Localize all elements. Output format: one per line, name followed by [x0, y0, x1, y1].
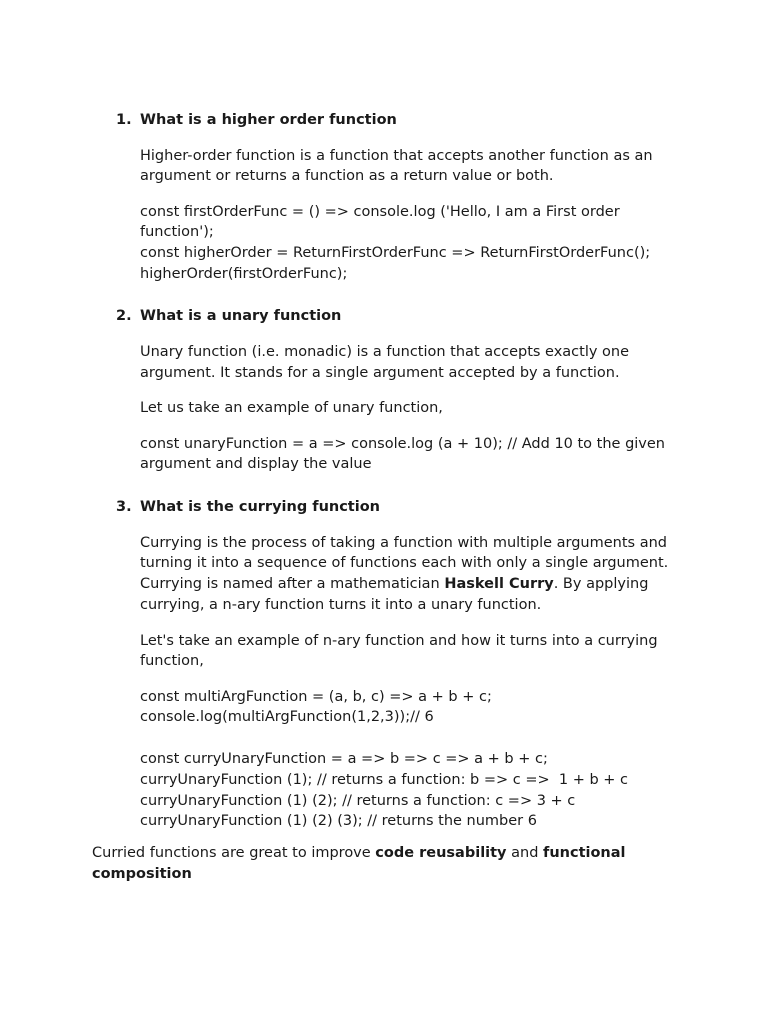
- item-3-description-line-3-pre: Currying is named after a mathematician: [140, 576, 445, 592]
- item-3-description-line-4: currying, a n-ary function turns it into a unary function.: [140, 597, 542, 613]
- item-1-description-line-1: Higher-order function is a function that accepts another function as an: [140, 148, 653, 164]
- closing-mid: and: [506, 845, 544, 861]
- closing-line-2: composition: [92, 866, 192, 882]
- item-1-code-line-2: function');: [140, 224, 214, 240]
- item-2-code-line-2: argument and display the value: [140, 456, 372, 472]
- item-3-description-line-1: Currying is the process of taking a function with multiple arguments and: [140, 535, 667, 551]
- closing-bold-reusability: code reusability: [375, 845, 507, 861]
- item-1-description-line-2: argument or returns a function as a return value or both.: [140, 168, 554, 184]
- item-3-description-line-2: turning it into a sequence of functions each with only a single argument.: [140, 555, 669, 571]
- item-3-code-b-line-2: curryUnaryFunction (1); // returns a function: b => c => 1 + b + c: [140, 772, 629, 788]
- item-3-intro-line-2: function,: [140, 653, 204, 669]
- item-2-heading: What is a unary function: [140, 308, 342, 324]
- item-2-intro: Let us take an example of unary function,: [140, 400, 443, 416]
- item-3-code-b-line-4: curryUnaryFunction (1) (2) (3); // returns the number 6: [140, 813, 537, 829]
- item-1-heading: What is a higher order function: [140, 112, 397, 128]
- item-3-description-line-3: [140, 574, 648, 595]
- item-3-code-b-line-1: const curryUnaryFunction = a => b => c => a + b + c;: [140, 751, 548, 767]
- item-2-description-line-1: Unary function (i.e. monadic) is a function that accepts exactly one: [140, 344, 630, 360]
- item-1-code-line-3: const higherOrder = ReturnFirstOrderFunc => ReturnFirstOrderFunc();: [140, 245, 651, 261]
- item-3-code-a-line-2: console.log(multiArgFunction(1,2,3));// 6: [140, 709, 434, 725]
- item-1-code-line-1: const firstOrderFunc = () => console.log ('Hello, I am a First order: [140, 204, 620, 220]
- closing-bold-functional: functional: [543, 845, 626, 861]
- closing-pre: Curried functions are great to improve: [92, 845, 376, 861]
- item-3-heading: What is the currying function: [140, 499, 380, 515]
- item-3-intro-line-1: Let's take an example of n-ary function and how it turns into a currying: [140, 633, 658, 649]
- item-3-description-line-3-post: . By applying: [553, 576, 649, 592]
- haskell-curry-name: Haskell Curry: [444, 576, 554, 592]
- item-2-number: 2.: [116, 308, 132, 324]
- item-3-code-b-line-3: curryUnaryFunction (1) (2); // returns a function: c => 3 + c: [140, 793, 576, 809]
- item-3-number: 3.: [116, 499, 132, 515]
- item-3-code-a-line-1: const multiArgFunction = (a, b, c) => a + b + c;: [140, 689, 492, 705]
- item-1-code-line-4: higherOrder(firstOrderFunc);: [140, 266, 348, 282]
- item-1-number: 1.: [116, 112, 132, 128]
- item-2-code-line-1: const unaryFunction = a => console.log (a + 10); // Add 10 to the given: [140, 436, 665, 452]
- closing-line-1: [92, 843, 626, 864]
- item-2-description-line-2: argument. It stands for a single argument accepted by a function.: [140, 365, 620, 381]
